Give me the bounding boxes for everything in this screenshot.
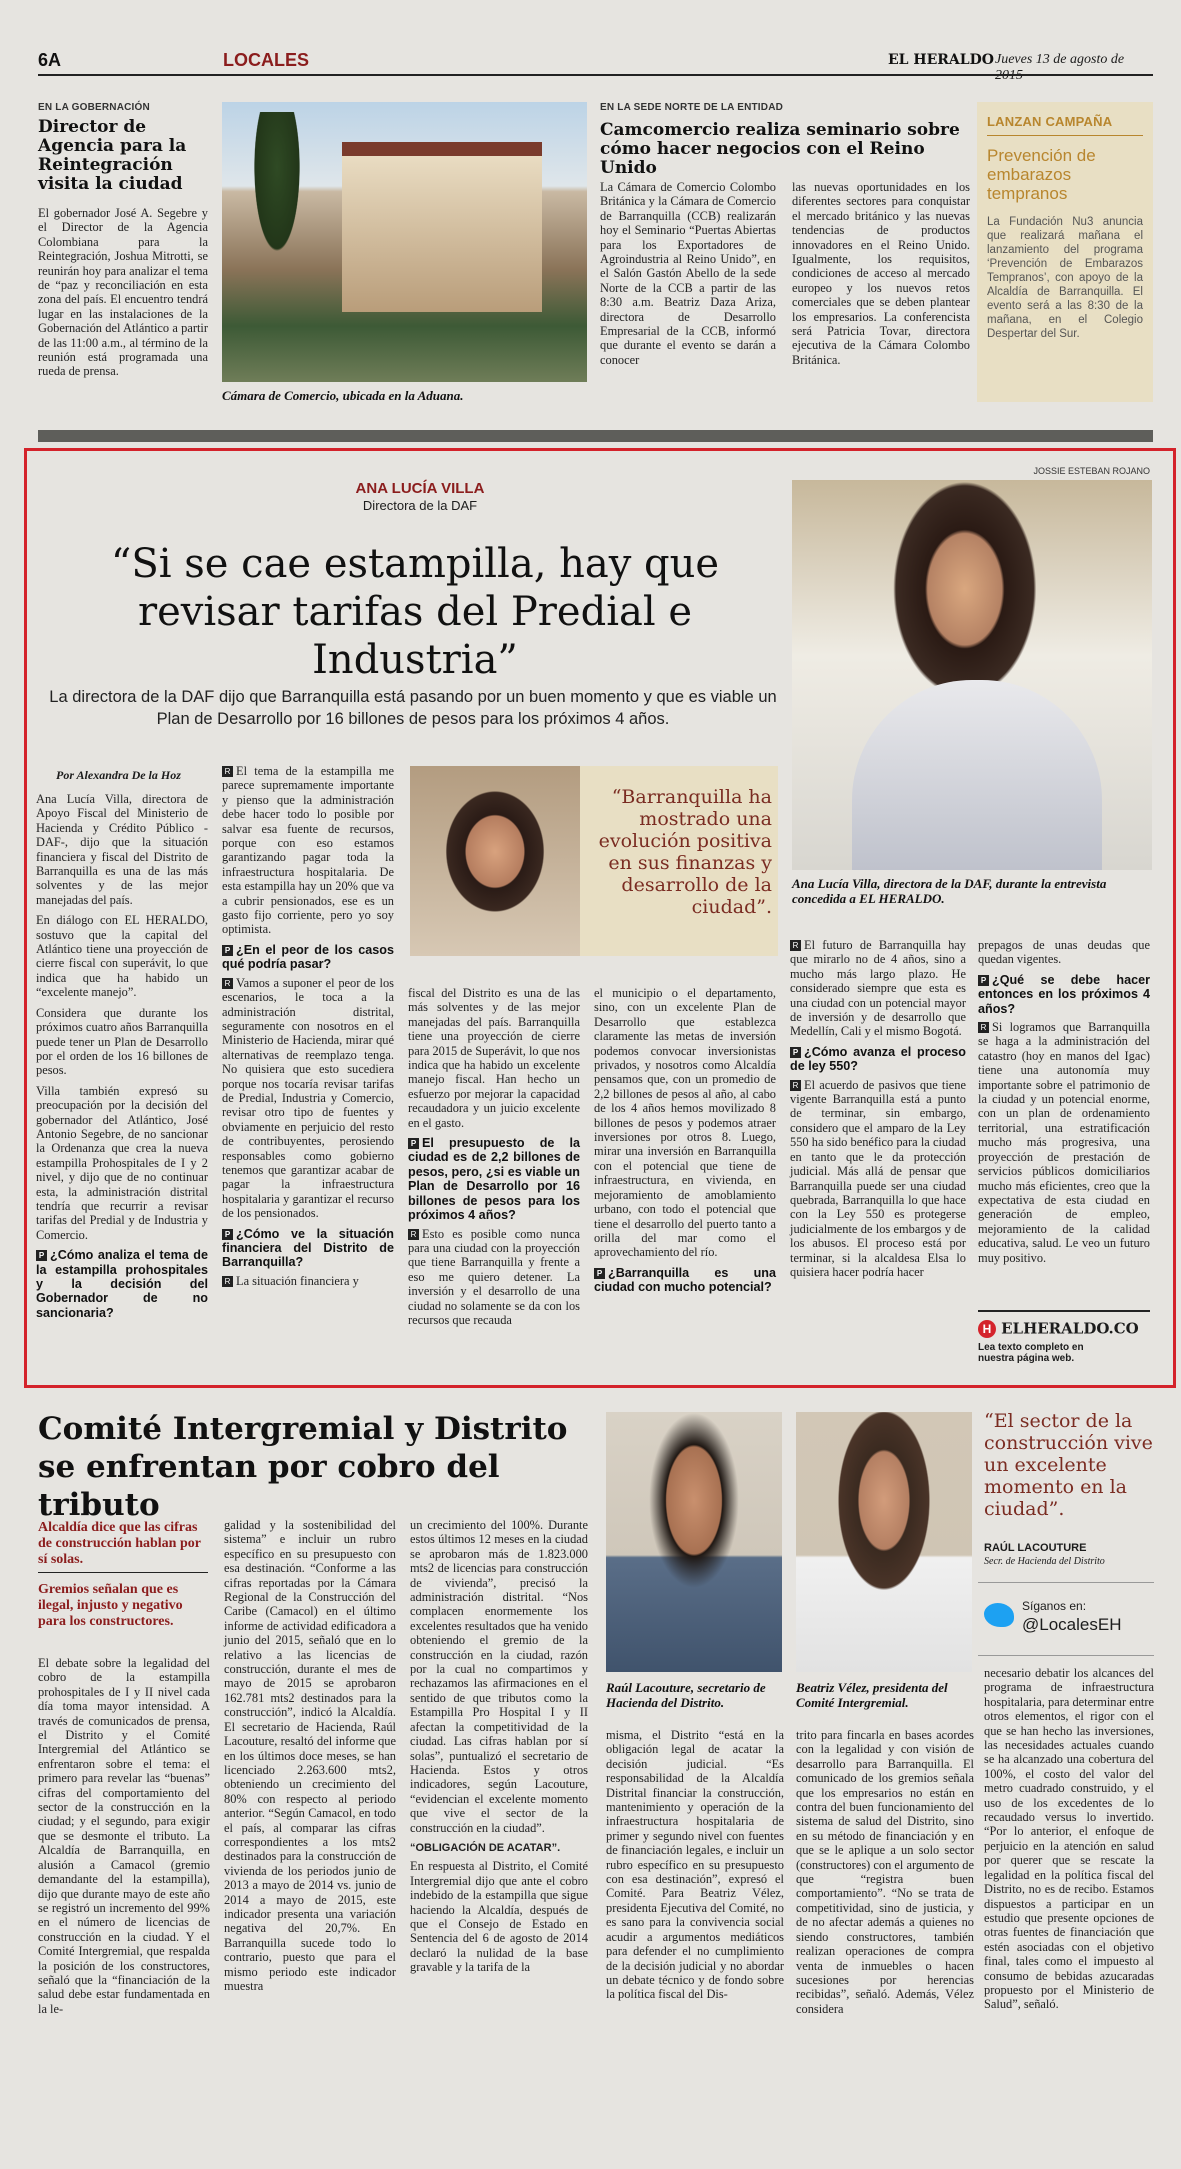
feature-par: el municipio o el departamento, sino, con un excelente Plan de Desarrollo que establezca claramente las metas de inversión podemos convocar inversionistas privados, y nosotros como Alcaldía pensamos que, con un promedio de 2,2 billones de pesos al año, al cabo de los 4 años hemos movilizado 8 billones de pesos y podemos atraer inversiones por otros 8. Luego, mirar una inversión en Barranquilla con el potencial que tiene de infraestructura, en vivienda, en mejoramiento de amoblamiento urbano, con todo el potencial que tiene el desarrollo del puerto tanto a orilla del mar como el aprovechamiento del río. [594, 986, 776, 1260]
feature-par: fiscal del Distrito es una de las más solventes y de las mejor manejadas del país. Barranquilla tiene una proyección de cierre para 2015 de Superávit, lo que nos indica que ha habido un excelente manejo fiscal. Han hecho un esfuerzo por mejorar la capacidad recaudadora y un juicio excelente en el gasto. [408, 986, 580, 1130]
feature-par: R El acuerdo de pasivos que tiene vigente Barranquilla está a punto de terminar, sin embargo, considero que el amparo de la Ley 550 ha sido benéfico para la ciudad en tanto que le da protección judicial. Más allá de pensar que Barranquilla puede ser una ciudad quebrada, Barranquilla lo que hace con la Ley 550 es protegerse judicialmente de los embargos y de los abusos. El proceso está por terminar, si la alcaldesa Elsa lo quisiera hacer podría hacer [790, 1077, 966, 1279]
bottom-par: un crecimiento del 100%. Durante estos últimos 12 meses en la ciudad se aprobaron más de 1.823.000 mts2 de licencias para construcción de vivienda”, precisó la administración distrital. “Nos complacen enormemente los excelentes resultados que ha venido obteniendo el gremio de la construcción en la ciudad, razón por la cual no compartimos y rechazamos las afirmaciones en el sentido de que tributos como la Estampilla Pro Hospital I y II afectan la competitividad de la ciudad. Las cifras hablan por sí solas”, puntualizó el secretario de Hacienda. Estos y otros indicadores, según Lacouture, “evidencian el excelente momento que vive el sector de la construcción en la ciudad”. [410, 1518, 588, 1835]
answer-marker-icon: R [408, 1229, 419, 1240]
feature-col6 [978, 938, 1150, 1271]
quote-name: RAÚL LACOUTURE [984, 1542, 1087, 1554]
velez-photo [796, 1412, 972, 1672]
camcomercio-tag: EN LA SEDE NORTE DE LA ENTIDAD [600, 102, 784, 113]
answer-marker-icon: R [790, 1080, 801, 1091]
feature-par: Villa también expresó su preocupación por la decisión del gobernador del Atlántico, José Antonio Segebre, de no sancionar la Ordenanza que crea la nueva estampilla Prohospitales de I y 2 nivel, y dijo que de no continuar esta, la administración distrital tendría que recurrir a revisar tarifas del Predial y de Industria y Comercio. [36, 1083, 208, 1242]
section-name: LOCALES [223, 50, 310, 70]
page-header [38, 48, 1153, 74]
brief-reintegracion [38, 102, 208, 379]
question-marker-icon: P [594, 1268, 605, 1279]
brief-tag: EN LA GOBERNACIÓN [38, 102, 150, 113]
web-promo[interactable] [978, 1310, 1150, 1362]
interviewee-role: Directora de la DAF [362, 498, 478, 513]
pullquote: “Barranquilla ha mostrado una evolución positiva en sus finanzas y desarrollo de la ciudad”. [598, 786, 772, 918]
question: P El presupuesto de la ciudad es de 2,2 billones de pesos, pero, ¿si es viable un Plan de Desarrollo por 16 billones de pesos para los próximos 4 años? [408, 1136, 580, 1223]
villa-caption: Ana Lucía Villa, directora de la DAF, durante la entrevista concedida a EL HERALDO. [792, 876, 1107, 906]
question: P ¿Cómo avanza el proceso de ley 550? [790, 1044, 966, 1074]
aduana-photo [222, 102, 587, 382]
feature-par: R Vamos a suponer el peor de los escenarios, le toca a la administración distrital, seguramente con nosotros en el Ministerio de Hacienda, mirar qué alternativas de reemplazo tenga. No quisiera que esto sucediera porque nos tocaría revisar tarifas de Predial, Industria y Comercio, revisar otro tipo de fuentes y obviamente en perjuicio del resto de contribuyentes, perosiendo responsables como gobierno tenemos que garantizar acabar de pagar la infraestructura hospitalaria y garantizar el recurso de los pensionados. [222, 975, 394, 1221]
issue-date: Jueves 13 de agosto de [995, 52, 1125, 67]
question-marker-icon: P [978, 975, 989, 986]
feature-col4 [594, 986, 776, 1295]
answer-marker-icon: R [222, 766, 233, 777]
bottom-col6: necesario debatir los alcances del programa de infraestructura hospitalaria, para determinar entre otros elementos, el rigor con el que se han hecho las inversiones, las necesidades actuales cuando se ha alcanzado una cobertura del 100%, el costo del valor del metro cuadrado construido, y el uso de los excedentes de lo recaudado versus lo invertido. “Por lo anterior, el enfoque de perjuicio en la atención en salud por querer que se rescate la legalidad en la política fiscal del Distrito, no es de recibo. Estamos dispuestos a participar en un estudio que presente opciones de otras fuentes de financiación que estén asociadas con el objetivo final, tales como el impuesto al consumo de bebidas azucaradas propuesto por el Ministerio de Salud”, señaló. [984, 1666, 1154, 2012]
byline: Por Alexandra De la Hoz [56, 768, 181, 782]
building-shape [342, 142, 542, 312]
campaign-rule [987, 135, 1143, 136]
web-text: Lea texto completo en nuestra página web. [978, 1341, 1084, 1364]
lacouture-photo [606, 1412, 782, 1672]
answer-marker-icon: R [222, 1276, 233, 1287]
feature-par: Ana Lucía Villa, directora de Apoyo Fiscal del Ministerio de Hacienda y Crédito Público -DAF-, dijo que la situación financiera y fiscal del Distrito de Barranquilla es una de las más solventes y de las mejor manejadas del país. [36, 792, 208, 907]
camcomercio-col1: La Cámara de Comercio Colombo Británica y la Cámara de Comercio de Barranquilla (CCB) realizarán hoy el Seminario “Puertas Abiertas para los Exportadores de Agroindustria al Reino Unido”, en el Salón Gastón Abello de la sede Norte de la CCB a partir de las 8:30 a.m. Beatriz Daza Ariza, directora de Desarrollo Empresarial de la CCB, informó que durante el evento se darán a conocer [600, 180, 776, 367]
answer-marker-icon: R [790, 940, 801, 951]
velez-caption: Beatriz Vélez, presidenta del Comité Intergremial. [796, 1680, 948, 1710]
bottom-col1: El debate sobre la legalidad del cobro de la estampilla prohospitales de I y II nivel cada día toma mayor intensidad. A través de comunicados de prensa, el Distrito y el Comité Intergremial del Atlántico se enfrentaron sobre el tema: el primero para revelar las “buenas” cifras del comportamiento del sector de la construcción en la ciudad; y el segundo, para exigir que se desmonte el tributo. La Alcaldía de Barranquilla, en alusión a Camacol (gremio demandante del la estampilla), dijo que durante mayo de este año se registró un incremento del 99% en el número de licencias de construcción en la ciudad. Y el Comité Intergremial, que respalda la posición de los constructores, señaló que la “financiación de la salud debe estar fundamentada en la le- [38, 1656, 210, 2016]
page-number: 6A [38, 50, 62, 70]
brief-body: El gobernador José A. Segebre y el Director de la Agencia Colombiana para la Reintegración, Joshua Mitrotti, se reunirán hoy para analizar el tema de “paz y reconciliación en esta zona del país. El encuentro tendrá lugar en las instalaciones de la Gobernación del Atlántico a partir de las 11:00 a.m., al término de la reunión está programada una rueda de prensa. [38, 206, 208, 379]
bottom-quote: “El sector de la construcción vive un excelente momento en la ciudad”. [984, 1410, 1153, 1520]
camcomercio-col2: las nuevas oportunidades en los diferentes sectores para conquistar el mercado británico y las nuevas tendencias de productos innovadores en el Reino Unido. Igualmente, los requisitos, condiciones de acceso al mercado europeo y los nuevos retos comerciales que se deben plantear los empresarios. La conferencista será Patricia Tovar, directora ejecutiva de la Cámara Colombo Británica. [792, 180, 970, 367]
quote-role: Secr. de Hacienda del Distrito [984, 1556, 1105, 1567]
follow-label: Síganos en: [1022, 1599, 1087, 1613]
feature-par: R La situación financiera y [222, 1274, 394, 1288]
photo-credit: JOSSIE ESTEBAN ROJANO [1033, 466, 1150, 476]
interviewee-name: ANA LUCÍA VILLA [355, 480, 485, 497]
answer-marker-icon: R [978, 1022, 989, 1033]
feature-par: R Si logramos que Barranquilla se haga a la administración del catastro (hoy en manos del Igac) tiene una autonomía muy importante sobre el patrimonio de la ciudad y un potencial enorme, con un plan de ordenamiento territorial, una estratificación mucho más progresiva, una proyección de prestación de servicios públicos domiciliarios mucho más eficientes, creo que la expectativa de esta ciudad en generación de empleo, mejoramiento de la calidad educativa, salud. Le veo un futuro muy positivo. [978, 1020, 1150, 1265]
question-marker-icon: P [408, 1138, 419, 1149]
sub-divider [38, 1572, 208, 1573]
question-marker-icon: P [790, 1047, 801, 1058]
question: P ¿Cómo ve la situación financiera del Distrito de Barranquilla? [222, 1226, 394, 1270]
twitter-bird-icon [984, 1603, 1014, 1627]
bottom-col2: galidad y la sostenibilidad del sistema” e incluir un rubro específico en su presupuesto con esa destinación. “Conforme a las cifras reportadas por la Cámara Regional de la Construcción del Caribe (Camacol) en el último informe de actividad edificadora a junio del 2015, señaló que en lo relativo a las licencias de construcción, durante el mes de mayo de 2015 se aprobaron 162.781 mts2 destinados para la construcción”, indicó la Alcaldía. El secretario de Hacienda, Raúl Lacouture, resaltó del informe que en los últimos doce meses, se han licenciado 2.263.600 mts2, obteniendo un crecimiento del 80% con respecto al periodo anterior. “Según Camacol, en todo el país, al comparar las cifras correspondientes a los mts2 destinados para la construcción de vivienda de los periodos junio de 2013 a mayo de 2014 vs. junio de 2014 a mayo de 2015, este indicador presenta una variación negativa del 20,7%. En Barranquilla sucede todo lo contrario, puesto que para el mismo periodo este indicador muestra [224, 1518, 396, 1993]
twitter-box[interactable] [978, 1582, 1154, 1656]
camcomercio-title: Camcomercio realiza seminario sobre cómo hacer negocios con el Reino Unido [600, 120, 960, 178]
feature-par: Considera que durante los próximos cuatro años Barranquilla puede tener un Plan de Desarrollo por el orden de los 16 billones de pesos. [36, 1005, 208, 1078]
villa-photo [792, 480, 1152, 870]
villa-blouse-shape [852, 680, 1102, 870]
campaign-body: La Fundación Nu3 anuncia que realizará mañana el lanzamiento del programa ‘Prevención de Embarazos Tempranos’, con apoyo de la Alcaldía de Barranquilla. El evento será a las 8:30 de la mañana, en el Colegio Despertar del Sur. [987, 216, 1143, 340]
feature-col3 [408, 986, 580, 1333]
brief-camcomercio [600, 102, 970, 367]
section-band [38, 430, 1153, 442]
bottom-subhead: “OBLIGACIÓN DE ACATAR”. [410, 1841, 561, 1854]
bottom-col3 [410, 1518, 588, 1981]
answer-marker-icon: R [222, 978, 233, 989]
bottom-par: En respuesta al Distrito, el Comité Intergremial dijo que ante el cobro indebido de la estampilla que sigue haciendo la Alcaldía, después de que el Consejo de Estado en Sentencia del 6 de agosto de 2014 declaró la nulidad de la base gravable y la tarifa de la [410, 1859, 588, 1975]
bottom-sub1: Alcaldía dice que las cifras de construcción hablan por sí solas. [38, 1520, 201, 1567]
paper-name: EL HERALDO [888, 52, 994, 68]
campaign-title: Prevención de embarazos tempranos [987, 146, 1096, 203]
feature-par: R El futuro de Barranquilla hay que mirarlo no de 4 años, sino a mucho más largo plazo. He considerado siempre que esta es una ciudad con un potencial mayor de inversión y de desarrollo que Medellín, Cali y el mismo Bogotá. [790, 938, 966, 1039]
web-brand[interactable]: ELHERALDO.CO [1001, 1319, 1139, 1338]
villa-inset-photo [410, 766, 580, 956]
feature-par: R El tema de la estampilla me parece supremamente importante y pienso que la administración debe hacer todo lo posible por salvar esa fuente de recursos, porque con eso estamos garantizando pagar toda la infraestructura hospitalaria. De esta estampilla hay un 20% que va a cubrir pensionados, ese es un gasto fijo corriente, pero yo soy optimista. [222, 764, 394, 937]
feature-col2 [222, 764, 394, 1294]
header-rule [38, 74, 1153, 76]
question: P ¿Barranquilla es una ciudad con mucho potencial? [594, 1265, 776, 1295]
question: P ¿Cómo analiza el tema de la estampilla prohospitales y la decisión del Gobernador de no sancionaria? [36, 1248, 208, 1320]
bottom-headline: Comité Intergremial y Distrito se enfrentan por cobro del tributo [38, 1411, 568, 1523]
bottom-sub2: Gremios señalan que es ilegal, injusto y negativo para los constructores. [38, 1582, 183, 1629]
bottom-col5: trito para fincarla en bases acordes con la legalidad y con visión de desarrollo para Barranquilla. El comunicado de los gremios señala que los empresarios no están en contra del buen funcionamiento del sistema de salud del Distrito, sino en su método de financiación y en que se le aplique a un solo sector (constructores) con el argumento de que “registra buen comportamiento”. “No se trata de competitividad, sino de justicia, y de no afectar además a quienes no siendo constructores, también realizan operaciones de compra venta de inmuebles o hacen sucesiones por herencias recibidas”, señaló. Además, Vélez considera [796, 1728, 974, 2016]
campaign-box [977, 102, 1153, 402]
lacouture-caption: Raúl Lacouture, secretario de Hacienda del Distrito. [606, 1680, 766, 1710]
question: P ¿En el peor de los casos qué podría pasar? [222, 942, 394, 972]
feature-col1 [36, 792, 208, 1320]
palm-tree-shape [232, 112, 322, 332]
aduana-caption: Cámara de Comercio, ubicada en la Aduana. [222, 388, 464, 403]
brief-title: Director de Agencia para la Reintegración visita la ciudad [38, 117, 187, 194]
heraldo-logo-icon: H [978, 1320, 996, 1338]
bottom-col4: misma, el Distrito “está en la obligación legal de acatar la decisión judicial. “Es responsabilidad de la Alcaldía Distrital financiar la construcción, mantenimiento y operación de la infraestructura hospitalaria de primer y segundo nivel con fuentes de financiación legales, e incluir un rubro específico en su presupuesto con esa destinación”, expresó el Comité. Para Beatriz Vélez, presidenta Ejecutiva del Comité, no es sano para la convivencia social acudir a argumentos mediáticos para defender el no cumplimiento de la decisión judicial y no abordar un debate técnico y de fondo sobre la política fiscal del Dis- [606, 1728, 784, 2002]
question-marker-icon: P [222, 945, 233, 956]
question: P ¿Qué se debe hacer entonces en los próximos 4 años? [978, 972, 1150, 1016]
feature-col5 [790, 938, 966, 1285]
feature-par: R Esto es posible como nunca para una ciudad con la proyección que tiene Barranquilla y frente a eso me quiero detener. La inversión y el desarrollo de una ciudad no solamente se da con los recursos que recauda [408, 1226, 580, 1327]
question-marker-icon: P [222, 1229, 233, 1240]
interview-lead: La directora de la DAF dijo que Barranquilla está pasando por un buen momento y que es viable un Plan de Desarrollo por 16 billones de pesos para los próximos 4 años. [49, 688, 777, 728]
interview-headline: “Si se cae estampilla, hay que revisar tarifas del Predial e Industria” [110, 541, 720, 683]
feature-par: prepagos de unas deudas que quedan vigentes. [978, 938, 1150, 967]
campaign-tag: LANZAN CAMPAÑA [987, 114, 1113, 129]
question-marker-icon: P [36, 1250, 47, 1261]
twitter-handle[interactable]: @LocalesEH [1022, 1615, 1122, 1634]
feature-par: En diálogo con EL HERALDO, sostuvo que la capital del Atlántico tiene una proyección de cierre fiscal con superávit, lo que indica que ha habido un “excelente manejo”. [36, 913, 208, 1000]
